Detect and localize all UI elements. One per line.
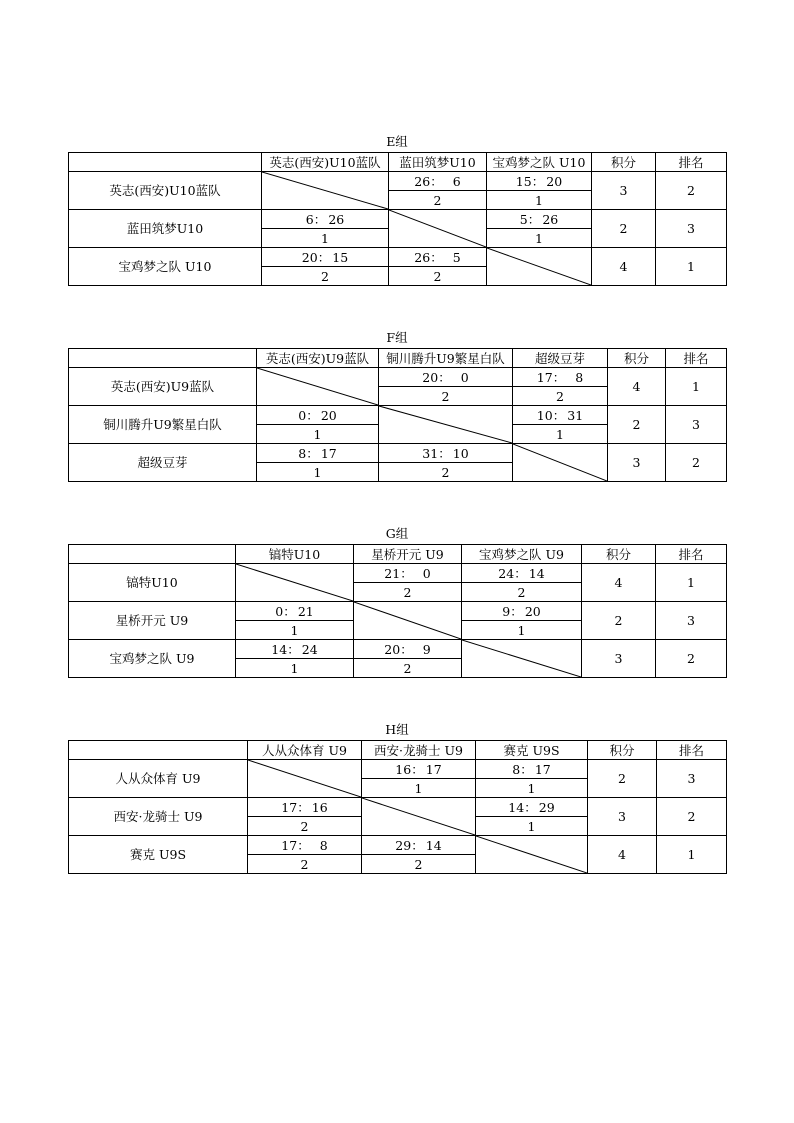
score-table [68,740,727,874]
row-team: 星桥开元 U9 [69,602,236,640]
table-row [69,760,727,779]
table-row [69,836,727,855]
column-points: 积分 [582,545,656,564]
column-team: 英志(西安)U9蓝队 [257,349,379,368]
corner-cell [69,545,236,564]
table-row [69,640,727,659]
points-cell: 2 [592,210,656,248]
match-points-cell: 1 [487,191,592,210]
diagonal-cell [236,564,354,602]
column-team: 铜川腾升U9繁星白队 [379,349,513,368]
group-title: G组 [385,526,409,541]
table-row [69,172,727,191]
diagonal-cell [389,210,487,248]
points-cell: 3 [608,444,666,482]
row-team: 赛克 U9S [69,836,248,874]
points-cell: 4 [582,564,656,602]
diagonal-cell [487,248,592,286]
points-cell: 4 [592,248,656,286]
points-cell: 2 [582,602,656,640]
rank-cell: 1 [656,564,727,602]
match-points-cell: 2 [379,387,513,406]
column-team: 镐特U10 [236,545,354,564]
column-team: 宝鸡梦之队 U10 [487,153,592,172]
score-cell: 29： 14 [362,836,476,855]
match-points-cell: 2 [354,659,462,678]
column-team: 超级豆芽 [513,349,608,368]
match-points-cell: 2 [262,267,389,286]
row-team: 宝鸡梦之队 U10 [69,248,262,286]
score-cell: 14： 29 [476,798,588,817]
match-points-cell: 1 [257,463,379,482]
match-points-cell: 1 [487,229,592,248]
score-cell: 17： 16 [248,798,362,817]
score-cell: 14： 24 [236,640,354,659]
row-team: 镐特U10 [69,564,236,602]
row-team: 英志(西安)U9蓝队 [69,368,257,406]
column-team: 星桥开元 U9 [354,545,462,564]
group-title: F组 [386,330,408,345]
row-team: 西安·龙骑士 U9 [69,798,248,836]
table-row [69,368,727,387]
score-cell: 8： 17 [476,760,588,779]
rank-cell: 3 [656,210,727,248]
diagonal-cell [248,760,362,798]
score-cell: 15： 20 [487,172,592,191]
score-cell: 26： 5 [389,248,487,267]
header-row [69,741,727,760]
score-cell: 31： 10 [379,444,513,463]
rank-cell: 2 [657,798,727,836]
row-team: 铜川腾升U9繁星白队 [69,406,257,444]
match-points-cell: 1 [236,621,354,640]
match-points-cell: 1 [476,817,588,836]
row-team: 蓝田筑梦U10 [69,210,262,248]
diagonal-cell [476,836,588,874]
points-cell: 3 [588,798,657,836]
match-points-cell: 2 [389,191,487,210]
score-cell: 8： 17 [257,444,379,463]
match-points-cell: 2 [462,583,582,602]
header-row [69,349,727,368]
match-points-cell: 2 [248,855,362,874]
match-points-cell: 1 [513,425,608,444]
rank-cell: 3 [656,602,727,640]
rank-cell: 3 [657,760,727,798]
diagonal-cell [257,368,379,406]
column-team: 西安·龙骑士 U9 [362,741,476,760]
table-row [69,602,727,621]
rank-cell: 1 [656,248,727,286]
row-team: 人从众体育 U9 [69,760,248,798]
table-row [69,210,727,229]
table-row [69,406,727,425]
points-cell: 3 [582,640,656,678]
score-cell: 0： 20 [257,406,379,425]
score-cell: 9： 20 [462,602,582,621]
match-points-cell: 1 [462,621,582,640]
row-team: 英志(西安)U10蓝队 [69,172,262,210]
match-points-cell: 1 [236,659,354,678]
table-row [69,248,727,267]
points-cell: 2 [608,406,666,444]
diagonal-cell [462,640,582,678]
diagonal-cell [379,406,513,444]
score-table [68,152,727,286]
score-cell: 6： 26 [262,210,389,229]
column-team: 赛克 U9S [476,741,588,760]
match-points-cell: 2 [379,463,513,482]
score-cell: 17： 8 [248,836,362,855]
match-points-cell: 2 [513,387,608,406]
score-cell: 10： 31 [513,406,608,425]
column-rank: 排名 [656,545,727,564]
column-rank: 排名 [657,741,727,760]
corner-cell [69,349,257,368]
score-cell: 5： 26 [487,210,592,229]
match-points-cell: 2 [362,855,476,874]
match-points-cell: 2 [389,267,487,286]
corner-cell [69,741,248,760]
points-cell: 3 [592,172,656,210]
match-points-cell: 2 [248,817,362,836]
diagonal-cell [362,798,476,836]
column-team: 蓝田筑梦U10 [389,153,487,172]
group-title: H组 [385,722,409,737]
match-points-cell: 1 [362,779,476,798]
rank-cell: 2 [666,444,727,482]
column-team: 英志(西安)U10蓝队 [262,153,389,172]
rank-cell: 2 [656,172,727,210]
rank-cell: 3 [666,406,727,444]
match-points-cell: 1 [257,425,379,444]
column-points: 积分 [608,349,666,368]
table-row [69,444,727,463]
header-row [69,153,727,172]
diagonal-cell [262,172,389,210]
table-row [69,564,727,583]
table-row [69,798,727,817]
score-table [68,348,727,482]
score-cell: 20： 9 [354,640,462,659]
row-team: 超级豆芽 [69,444,257,482]
column-team: 人从众体育 U9 [248,741,362,760]
rank-cell: 2 [656,640,727,678]
group-title: E组 [386,134,408,149]
rank-cell: 1 [657,836,727,874]
score-cell: 26： 6 [389,172,487,191]
match-points-cell: 1 [262,229,389,248]
column-team: 宝鸡梦之队 U9 [462,545,582,564]
score-cell: 0： 21 [236,602,354,621]
points-cell: 4 [588,836,657,874]
points-cell: 4 [608,368,666,406]
header-row [69,545,727,564]
score-table [68,544,727,678]
match-points-cell: 1 [476,779,588,798]
column-points: 积分 [592,153,656,172]
points-cell: 2 [588,760,657,798]
diagonal-cell [354,602,462,640]
diagonal-cell [513,444,608,482]
column-rank: 排名 [666,349,727,368]
column-points: 积分 [588,741,657,760]
score-cell: 20： 15 [262,248,389,267]
column-rank: 排名 [656,153,727,172]
corner-cell [69,153,262,172]
row-team: 宝鸡梦之队 U9 [69,640,236,678]
score-cell: 17： 8 [513,368,608,387]
score-cell: 16： 17 [362,760,476,779]
score-cell: 21： 0 [354,564,462,583]
score-cell: 20： 0 [379,368,513,387]
score-cell: 24： 14 [462,564,582,583]
rank-cell: 1 [666,368,727,406]
match-points-cell: 2 [354,583,462,602]
